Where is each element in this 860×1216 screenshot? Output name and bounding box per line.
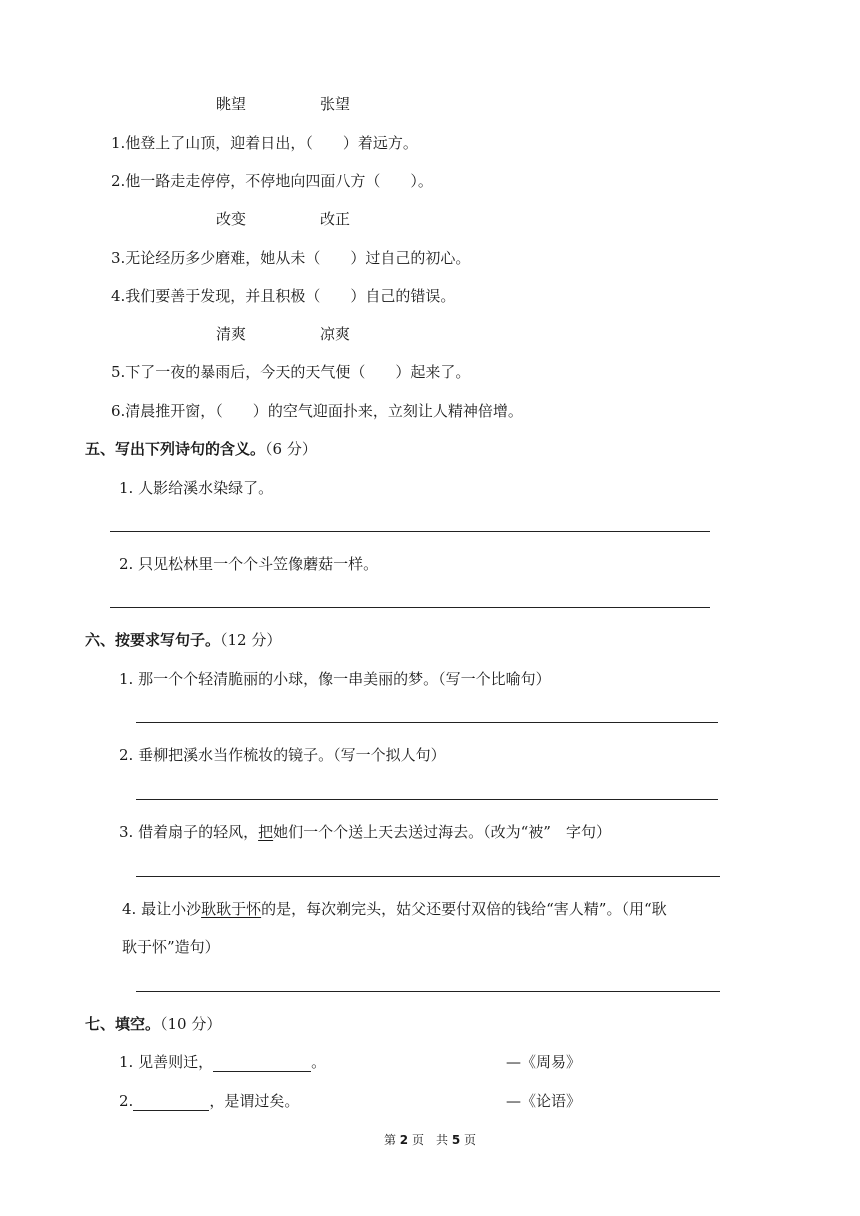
section-7-item-1-text-a: 1. 见善则迁， (119, 1053, 214, 1071)
question-1: 1.他登上了山顶，迎着日出，（ ）着远方。 (111, 134, 418, 152)
fill-blank[interactable] (213, 1055, 311, 1072)
word-choice-3b: 凉爽 (320, 325, 351, 343)
question-3: 3.无论经历多少磨难，她从未（ ）过自己的初心。 (111, 249, 471, 267)
current-page-number: 2 (399, 1133, 409, 1147)
section-6-item-1: 1. 那一个个轻清脆丽的小球，像一串美丽的梦。（写一个比喻句） (119, 670, 551, 688)
answer-line[interactable] (136, 991, 720, 992)
footer-post: 页 (464, 1133, 477, 1147)
section-5-score: （6 分） (265, 440, 317, 458)
word-choice-2b: 改正 (320, 210, 351, 228)
section-7-item-2-text-b: ，是谓过矣。 (209, 1092, 300, 1110)
word-choice-2a: 改变 (216, 210, 247, 228)
section-7-score: （10 分） (160, 1015, 222, 1033)
word-choice-1a: 眺望 (216, 95, 247, 113)
section-5-item-2: 2. 只见松林里一个个斗笠像蘑菇一样。 (119, 555, 379, 573)
footer-pre: 第 (383, 1133, 396, 1147)
section-7-item-1-text-b: 。 (311, 1053, 327, 1071)
source-zhouyi: —《周易》 (506, 1053, 582, 1071)
word-choice-1b: 张望 (320, 95, 351, 113)
section-6-item-4 (122, 899, 667, 919)
underlined-word: 把 (258, 823, 274, 841)
answer-line[interactable] (110, 607, 710, 608)
question-6: 6.清晨推开窗，（ ）的空气迎面扑来，立刻让人精神倍增。 (111, 402, 523, 420)
page-footer (0, 1130, 860, 1150)
section-6-item-4-cont: 耿于怀”造句） (122, 938, 220, 956)
answer-line[interactable] (110, 531, 710, 532)
footer-mid: 页 共 (411, 1133, 448, 1147)
answer-line[interactable] (136, 722, 718, 723)
source-lunyu: —《论语》 (506, 1092, 582, 1110)
section-6-item-4-text-b: 的是，每次剃完头，姑父还要付双倍的钱给“害人精”。（用“耿 (261, 900, 667, 918)
section-5-heading (85, 439, 317, 459)
section-6-title: 六、按要求写句子。 (85, 631, 221, 649)
section-7-item-1 (119, 1052, 326, 1072)
section-6-item-2: 2. 垂柳把溪水当作梳妆的镜子。（写一个拟人句） (119, 746, 446, 764)
word-choice-3a: 清爽 (216, 325, 247, 343)
section-6-heading (85, 630, 281, 650)
section-6-score: （12 分） (220, 631, 282, 649)
section-6-item-4-text-a: 4. 最让小沙 (122, 900, 202, 918)
fill-blank[interactable] (133, 1094, 209, 1111)
question-4: 4.我们要善于发现，并且积极（ ）自己的错误。 (111, 287, 456, 305)
section-7-item-2 (119, 1091, 299, 1111)
underlined-phrase: 耿耿于怀 (201, 900, 262, 918)
section-7-item-2-text-a: 2. (119, 1092, 134, 1110)
section-6-item-3 (119, 822, 611, 842)
section-6-item-3-text-a: 3. 借着扇子的轻风， (119, 823, 259, 841)
section-5-item-1: 1. 人影给溪水染绿了。 (119, 479, 274, 497)
section-6-item-3-text-b: 她们一个个送上天去送过海去。（改为“被” 字句） (273, 823, 611, 841)
answer-line[interactable] (136, 799, 718, 800)
question-2: 2.他一路走走停停，不停地向四面八方（ ）。 (111, 172, 433, 190)
section-7-heading (85, 1014, 221, 1034)
section-7-title: 七、填空。 (85, 1015, 161, 1033)
total-page-count: 5 (451, 1133, 461, 1147)
section-5-title: 五、写出下列诗句的含义。 (85, 440, 266, 458)
answer-line[interactable] (136, 876, 720, 877)
question-5: 5.下了一夜的暴雨后，今天的天气便（ ）起来了。 (111, 363, 471, 381)
